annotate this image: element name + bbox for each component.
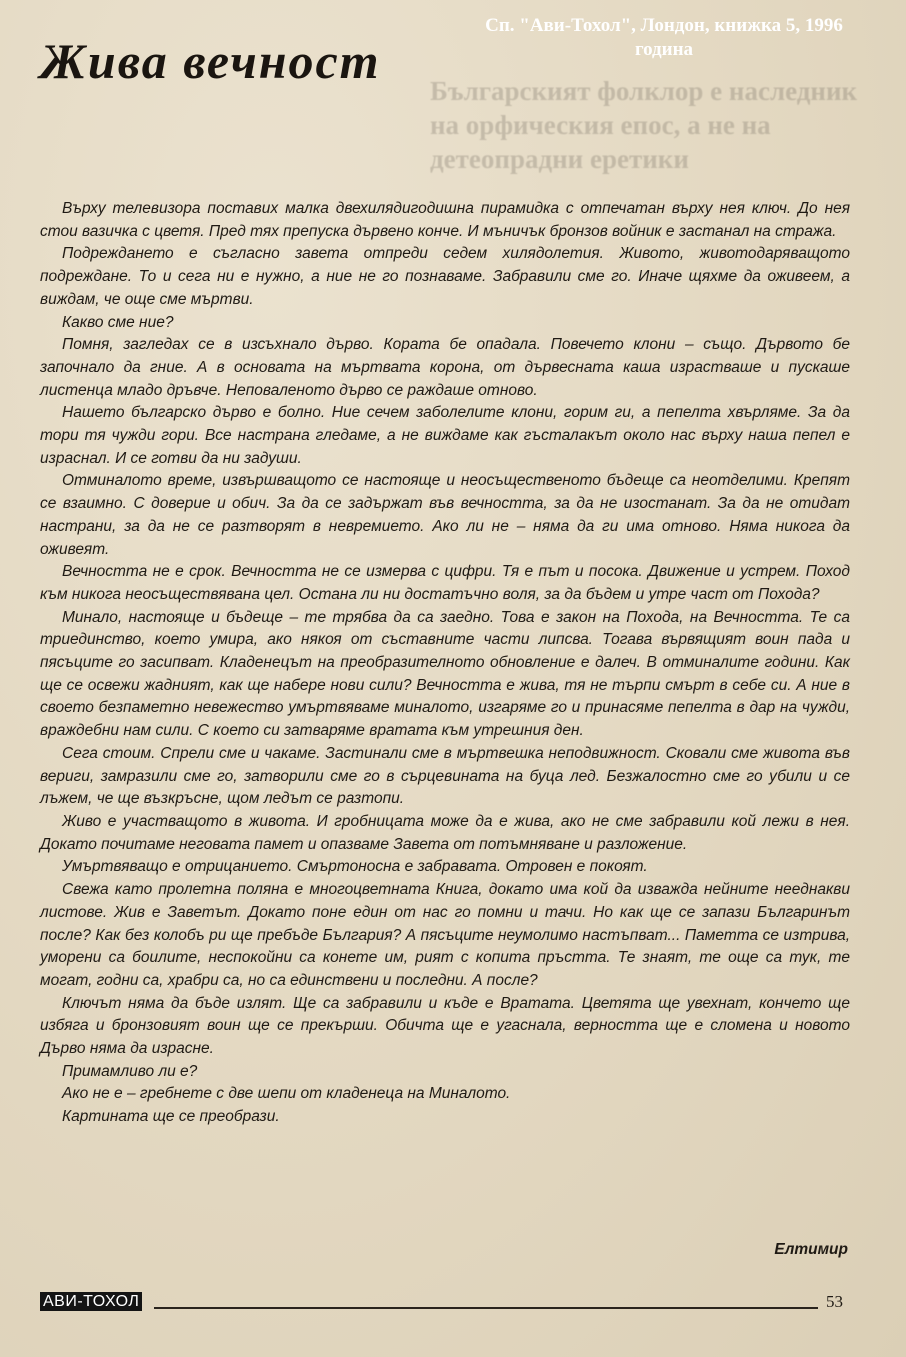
paragraph: Нашето българско дърво е болно. Ние сечем заболелите клони, горим ги, а пепелта хвърляме. За да тори тя чужди гори. Все настрана гледаме, а не виждаме как гъсталакът около нас върху наша пепел е израснал. И се готви да ни задуши. bbox=[40, 404, 850, 467]
footer-rule bbox=[154, 1307, 818, 1309]
paragraph: Картината ще се преобрази. bbox=[62, 1108, 280, 1126]
paragraph: Ключът няма да бъде излят. Ще са забравили и къде е Вратата. Цветята ще увехнат, кончето ще избяга и бронзовият воин ще се прекърши. Обичта ще е угаснала, верността ще е сломена и новото Дърво няма да израсне. bbox=[40, 994, 850, 1058]
paragraph: Какво сме ние? bbox=[62, 313, 174, 331]
paragraph: Помня, загледах се в изсъхнало дърво. Кората бе опадала. Повечето клони – също. Дървото бе започнало да гние. А в основата на мъртвата корона, от дървесната каша израстваше и пускаше листенца младо дръвче. Неповаленото дърво се раждаше отново. bbox=[40, 336, 850, 399]
article-body bbox=[40, 198, 850, 1129]
paragraph: Отминалото време, извършващото се настояще и неосъщественото бъдеще са неотделими. Крепят се взаимно. С доверие и обич. За да се задържат във вечността, за да не изостанат. За да не отидат настрани, за да не се разтворят в невремието. Ако ли не – няма да ги има отново. Няма никога да оживеят. bbox=[40, 472, 850, 558]
magazine-logo: АВИ-ТОХОЛ bbox=[40, 1292, 142, 1311]
author-signature: Елтимир bbox=[774, 1241, 848, 1258]
paragraph: Ако не е – гребнете с две шепи от кладенеца на Миналото. bbox=[62, 1085, 511, 1103]
paragraph: Примамливо ли е? bbox=[62, 1062, 198, 1080]
paragraph: Върху телевизора поставих малка двехилядигодишна пирамидка с отпечатан върху нея ключ. До нея стои вазичка с цветя. Пред тях препуска дървено конче. И мъничък бронзов войник е застанал на стража. bbox=[40, 200, 850, 240]
paragraph: Умъртвяващо е отрицанието. Смъртоносна е забравата. Отровен е покоят. bbox=[62, 858, 648, 876]
paragraph: Подреждането е съгласно завета отпреди седем хилядолетия. Живото, животодаряващото подреждане. То и сега ни е нужно, а ние не го познаваме. Забравили сме го. Иначе щяхме да оживеем, а виждам, че още сме мъртви. bbox=[40, 245, 850, 308]
paragraph: Свежа като пролетна поляна е многоцветната Книга, докато има кой да изважда нейните нееднакви листове. Жив е Заветът. Докато поне един от нас го помни и тачи. Но как ще се запази Българинът после? Как без колобъ ри ще пребъде България? А пясъците неумолимо настъпват... Паметта се изтрива, уморени са боилите, неспокойни са конете им, рият с копита пръстта. Те знаят, те още са тук, те могат, годни са, храбри са, но са единствени и последни. А после? bbox=[40, 881, 850, 989]
paragraph: Вечността не е срок. Вечността не се измерва с цифри. Тя е път и посока. Движение и устрем. Поход към никога неосъществявана цел. Остана ли ни достатъчно воля, за да бъдем и утре част от Похода? bbox=[40, 563, 850, 603]
article-title: Жива вечност bbox=[40, 33, 381, 89]
source-note: Сп. "Ави-Тохол", Лондон, книжка 5, 1996 година bbox=[485, 15, 843, 60]
bleed-through-text: Българският фолклор е наследник на орфическия епос, а не на детеопрадни еретики bbox=[430, 76, 858, 174]
paragraph: Сега стоим. Спрели сме и чакаме. Застинали сме в мъртвешка неподвижност. Сковали сме живота във вериги, замразили сме го, затворили сме го в сърцевината на буца лед. Безжалостно сме го убили и се лъжем, че ще възкръсне, щом ледът се разтопи. bbox=[40, 744, 850, 808]
paragraph: Живо е участващото в живота. И гробницата може да е жива, ако не сме забравили кой лежи в нея. Докато почитаме неговата памет и опазваме Завета от потъмняване и разложение. bbox=[40, 812, 850, 853]
paragraph: Минало, настояще и бъдеще – те трябва да са заедно. Това е закон на Похода, на Вечността. Те са триединство, което умира, ако някоя от съставните части липсва. Тогава вървящият воин пада и пясъците го засипват. Кладенецът на преобразителното обновление е далеч. В отминалите години. Как ще се освежи жадният, как ще набере нови сили? Вечността е жива, тя не търпи смърт в себе си. А ние в своето безпаметно невежество умъртвяваме миналото, изгаряме го и принасяме пепелта в дар на чужди, враждебни нам сили. С което си затваряме вратата към утрешния ден. bbox=[40, 608, 850, 740]
page-number: 53 bbox=[826, 1292, 843, 1311]
